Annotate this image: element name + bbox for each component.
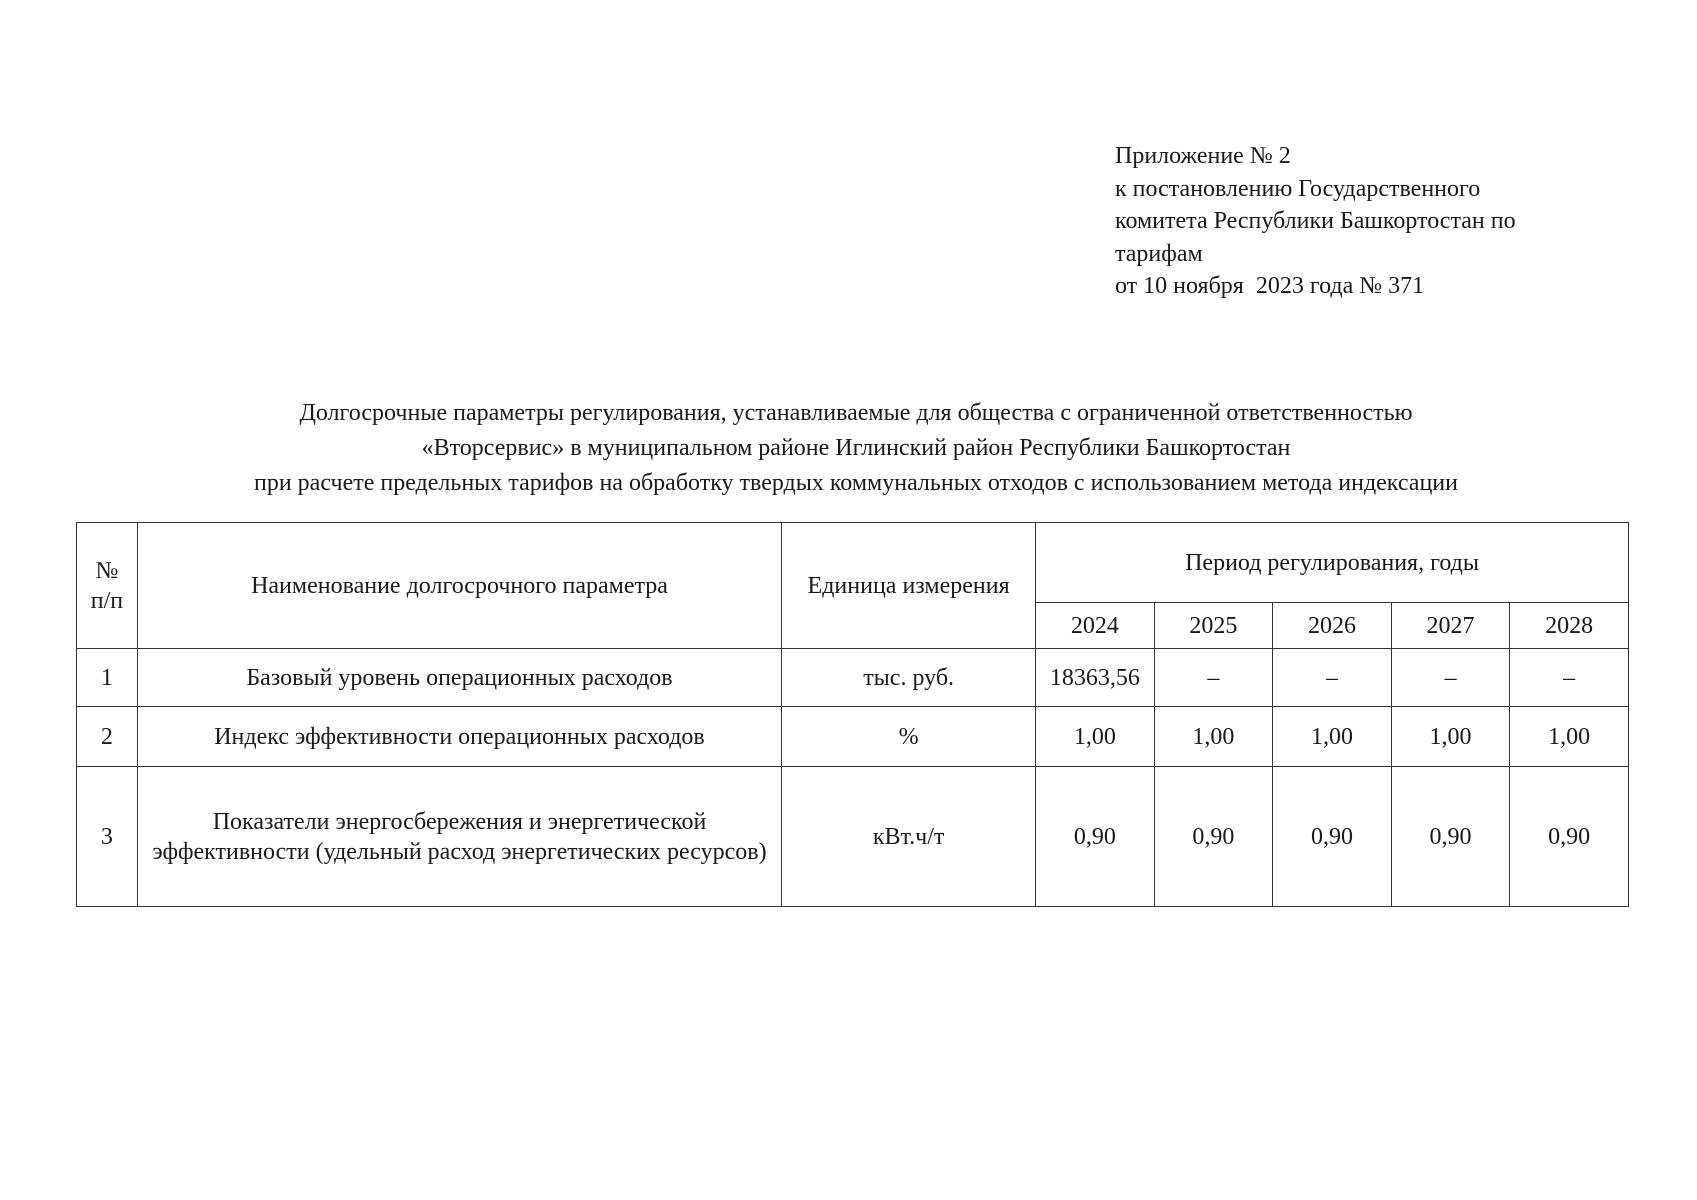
title-line: при расчете предельных тарифов на обработку твердых коммунальных отходов с использованием метода индексации xyxy=(253,470,1458,496)
row-value: – xyxy=(1154,649,1273,707)
row-name: Базовый уровень операционных расходов xyxy=(137,649,781,707)
appendix-line: комитета Республики Башкортостан по xyxy=(1115,208,1516,234)
row-num: 1 xyxy=(77,649,138,707)
row-value: 0,90 xyxy=(1510,767,1629,907)
table-row xyxy=(77,649,1629,707)
header-year: 2027 xyxy=(1391,603,1510,649)
row-name: Показатели энергосбережения и энергетической эффективности (удельный расход энергетических ресурсов) xyxy=(137,767,781,907)
table-row xyxy=(77,767,1629,907)
row-name: Индекс эффективности операционных расходов xyxy=(137,707,781,767)
appendix-line: тарифам xyxy=(1115,240,1203,267)
row-value: 1,00 xyxy=(1036,707,1155,767)
row-value: 0,90 xyxy=(1036,767,1155,907)
header-num: № п/п xyxy=(77,523,138,649)
header-unit: Единица измерения xyxy=(782,523,1036,649)
appendix-line: к постановлению Государственного xyxy=(1115,175,1481,202)
table-row xyxy=(77,707,1629,767)
row-unit: % xyxy=(782,707,1036,767)
appendix-line: от 10 ноября 2023 года № 371 xyxy=(1115,273,1425,299)
row-unit: тыс. руб. xyxy=(782,649,1036,707)
title-line: Долгосрочные параметры регулирования, устанавливаемые для общества с ограниченной ответственностью xyxy=(299,400,1413,426)
title-line: «Вторсервис» в муниципальном районе Иглинский район Республики Башкортостан xyxy=(421,435,1291,461)
document-title xyxy=(76,396,1636,501)
row-unit: кВт.ч/т xyxy=(782,767,1036,907)
row-value: – xyxy=(1510,649,1629,707)
header-year: 2025 xyxy=(1154,603,1273,649)
row-num: 2 xyxy=(77,707,138,767)
parameters-table xyxy=(76,522,1629,907)
appendix-header xyxy=(1115,140,1516,303)
header-period: Период регулирования, годы xyxy=(1036,523,1629,603)
row-value: 1,00 xyxy=(1154,707,1273,767)
header-year: 2026 xyxy=(1273,603,1392,649)
row-value: – xyxy=(1273,649,1392,707)
row-value: – xyxy=(1391,649,1510,707)
header-year: 2028 xyxy=(1510,603,1629,649)
row-value: 0,90 xyxy=(1391,767,1510,907)
row-value: 18363,56 xyxy=(1036,649,1155,707)
row-value: 0,90 xyxy=(1154,767,1273,907)
header-year: 2024 xyxy=(1036,603,1155,649)
row-num: 3 xyxy=(77,767,138,907)
row-value: 0,90 xyxy=(1273,767,1392,907)
row-value: 1,00 xyxy=(1391,707,1510,767)
header-name: Наименование долгосрочного параметра xyxy=(137,523,781,649)
appendix-line: Приложение № 2 xyxy=(1115,143,1291,169)
row-value: 1,00 xyxy=(1510,707,1629,767)
row-value: 1,00 xyxy=(1273,707,1392,767)
